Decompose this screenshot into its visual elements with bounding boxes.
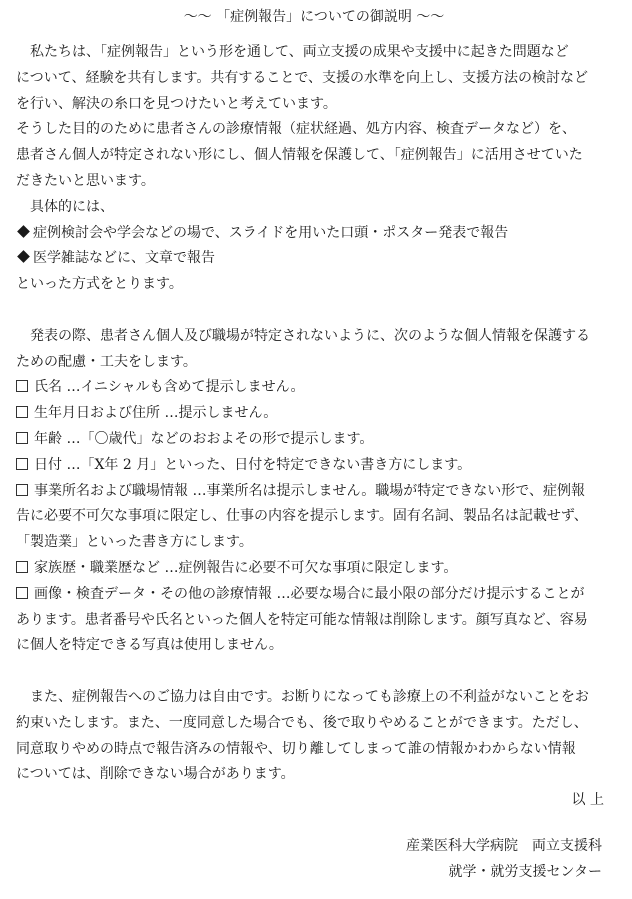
intro-line: を行い、解決の糸口を見つけたいと考えています。	[16, 95, 337, 112]
consent-line: 同意取りやめの時点で報告済みの情報や、切り離してしまって誰の情報かわからない情報	[16, 740, 576, 757]
signature-block	[16, 834, 612, 886]
consent-line: 約束いたします。また、一度同意した場合でも、後で取りやめることができます。ただし、	[16, 714, 588, 731]
intro-line: 患者さん個人が特定されない形にし、個人情報を保護して、「症例報告」に活用させていた	[16, 147, 583, 164]
paragraph-gap	[16, 659, 612, 685]
checklist-item-workplace	[16, 479, 612, 556]
checklist-text: 氏名 …イニシャルも含めて提示しません。	[34, 379, 305, 396]
checklist-item-date	[16, 453, 612, 479]
intro-closing: といった方式をとります。	[16, 276, 183, 293]
end-mark: 以 上	[571, 792, 604, 809]
privacy-line: 発表の際、患者さん個人及び職場が特定されないように、次のような個人情報を保護する	[30, 327, 590, 344]
checkbox-icon	[16, 484, 28, 496]
checkbox-icon	[16, 406, 28, 418]
checklist-text: 画像・検査データ・その他の診療情報 …必要な場合に最小限の部分だけ提示することが	[34, 585, 585, 602]
bullet-text: 症例検討会や学会などの場で、スライドを用いた口頭・ポスター発表で報告	[33, 224, 509, 241]
intro-line: 具体的には、	[30, 198, 114, 215]
bullet-item	[16, 221, 612, 247]
document-title: ～～ 「症例報告」についての御説明 ～～	[183, 9, 445, 25]
intro-line: について、経験を共有します。共有することで、支援の水準を向上し、支援方法の検討など	[16, 69, 589, 86]
document	[16, 6, 612, 886]
checklist-text: 事業所名および職場情報 …事業所名は提示しません。職場が特定できない形で、症例報	[34, 482, 586, 499]
intro-line: だきたいと思います。	[16, 172, 155, 189]
bullet-text: 医学雑誌などに、文章で報告	[33, 250, 215, 267]
checkbox-icon	[16, 561, 28, 573]
checkbox-icon	[16, 587, 28, 599]
bullet-item	[16, 246, 612, 272]
paragraph-gap	[16, 298, 612, 324]
checklist-text: 日付 …「X年 2 月」といった、日付を特定できない書き方にします。	[34, 456, 472, 473]
checkbox-icon	[16, 380, 28, 392]
diamond-bullet-icon	[17, 225, 30, 238]
signature-center: 就学・就労支援センター	[448, 863, 602, 880]
checklist-text: あります。患者番号や氏名といった個人を特定可能な情報は削除します。顔写真など、容易	[16, 611, 588, 628]
consent-line: については、削除できない場合があります。	[16, 766, 295, 783]
paragraph-gap	[16, 814, 612, 834]
checklist-item-history	[16, 556, 612, 582]
checklist-text: 「製造業」といった書き方にします。	[16, 534, 253, 551]
privacy-section	[16, 324, 612, 659]
checkbox-icon	[16, 458, 28, 470]
checklist-text: 家族歴・職業歴など …症例報告に必要不可欠な事項に限定します。	[34, 559, 458, 576]
privacy-line: ための配慮・工夫をします。	[16, 353, 197, 370]
checklist-item-age	[16, 427, 612, 453]
checklist-text: に個人を特定できる写真は使用しません。	[16, 637, 283, 654]
checklist-text: 告に必要不可欠な事項に限定し、仕事の内容を提示します。固有名詞、製品名は記載せず、	[16, 508, 588, 525]
consent-section	[16, 685, 612, 788]
consent-line: また、症例報告へのご協力は自由です。お断りになっても診療上の不利益がないことをお	[30, 688, 589, 705]
intro-line: そうした目的のために患者さんの診療情報（症状経過、処方内容、検査データなど）を、	[16, 121, 576, 138]
signature-department: 産業医科大学病院 両立支援科	[406, 837, 602, 854]
checklist-item-name	[16, 375, 612, 401]
checklist-item-images	[16, 582, 612, 659]
checklist-text: 生年月日および住所 …提示しません。	[34, 405, 278, 422]
intro-line: 私たちは、「症例報告」という形を通して、両立支援の成果や支援中に起きた問題など	[30, 44, 569, 60]
checklist-text: 年齢 …「〇歳代」などのおおよその形で提示します。	[34, 430, 374, 447]
diamond-bullet-icon	[17, 251, 30, 264]
intro-section	[16, 40, 612, 298]
checklist-item-birthdate	[16, 401, 612, 427]
checkbox-icon	[16, 432, 28, 444]
